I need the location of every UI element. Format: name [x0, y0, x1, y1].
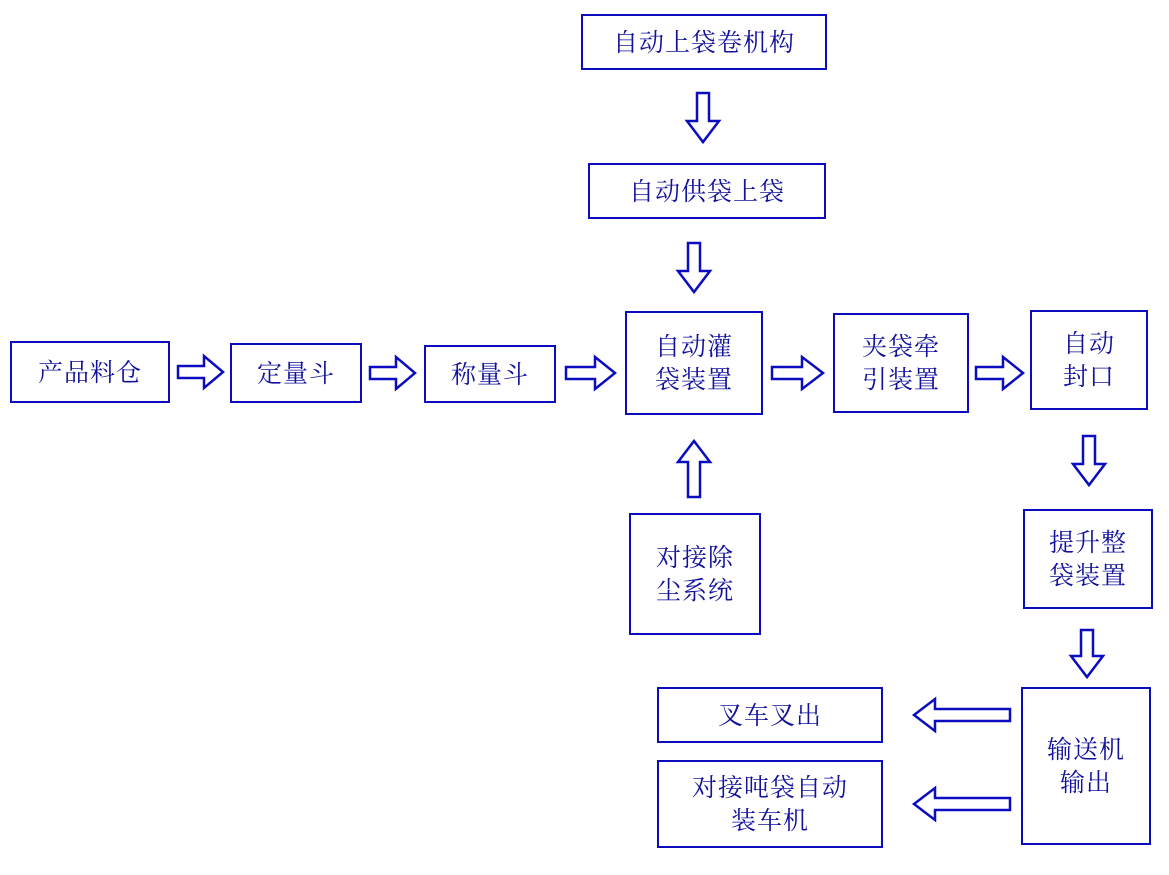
- arrow-dust-system-to-auto-fill-device: [677, 440, 711, 498]
- node-conveyor-output: 输送机 输出: [1021, 687, 1151, 845]
- node-product-silo: 产品料仓: [10, 341, 170, 403]
- node-lift-shape-device: 提升整 袋装置: [1023, 509, 1153, 609]
- node-dosing-hopper: 定量斗: [230, 343, 362, 403]
- arrow-conveyor-output-to-forklift-out: [913, 698, 1011, 732]
- node-ton-bag-loader: 对接吨袋自动 装车机: [657, 760, 883, 848]
- node-auto-seal: 自动 封口: [1030, 310, 1148, 410]
- node-clamp-pull-device: 夹袋牵 引装置: [833, 313, 969, 413]
- arrow-auto-fill-device-to-clamp-pull-device: [772, 356, 824, 390]
- arrow-clamp-pull-device-to-auto-seal: [976, 356, 1024, 390]
- node-forklift-out: 叉车叉出: [657, 687, 883, 743]
- arrow-product-silo-to-dosing-hopper: [178, 355, 224, 389]
- node-auto-fill-device: 自动灌 袋装置: [625, 311, 763, 415]
- arrow-conveyor-output-to-ton-bag-loader: [913, 787, 1011, 821]
- arrow-auto-feed-bag-to-auto-fill-device: [677, 243, 711, 293]
- arrow-auto-seal-to-lift-shape-device: [1072, 436, 1106, 486]
- node-auto-feed-bag: 自动供袋上袋: [588, 163, 826, 219]
- arrow-auto-bag-roll-to-auto-feed-bag: [686, 93, 720, 143]
- arrow-dosing-hopper-to-weighing-hopper: [370, 356, 416, 390]
- arrow-lift-shape-device-to-conveyor-output: [1070, 630, 1104, 678]
- node-auto-bag-roll: 自动上袋卷机构: [581, 14, 827, 70]
- node-dust-system: 对接除 尘系统: [629, 513, 761, 635]
- node-weighing-hopper: 称量斗: [424, 345, 556, 403]
- arrow-weighing-hopper-to-auto-fill-device: [566, 356, 616, 390]
